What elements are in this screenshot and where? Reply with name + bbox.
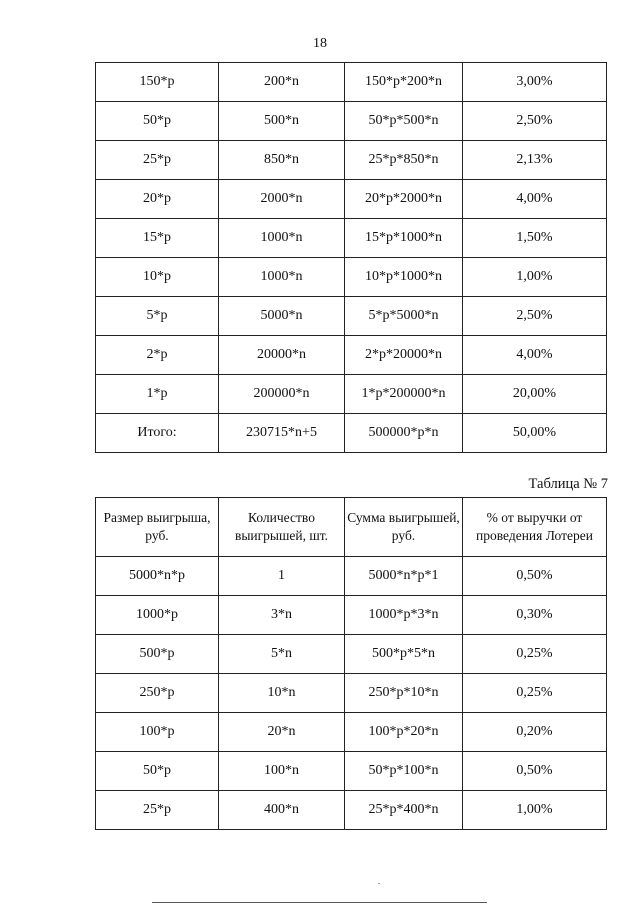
prize-count-cell: 200000*n bbox=[219, 375, 345, 414]
table-row bbox=[96, 375, 607, 414]
prize-count-cell: 1 bbox=[219, 557, 345, 596]
prize-count-cell: 2000*n bbox=[219, 180, 345, 219]
table-caption: Таблица № 7 bbox=[528, 476, 608, 492]
revenue-percent-cell: 2,50% bbox=[463, 297, 607, 336]
prize-count-cell: 20*n bbox=[219, 713, 345, 752]
prize-sum-cell: 500000*p*n bbox=[345, 414, 463, 453]
revenue-percent-cell: 0,25% bbox=[463, 674, 607, 713]
prize-sum-cell: 10*p*1000*n bbox=[345, 258, 463, 297]
page-number: 18 bbox=[313, 36, 327, 51]
prize-sum-cell: 50*p*100*n bbox=[345, 752, 463, 791]
header-revenue-percent: % от выручки от проведения Лотереи bbox=[463, 498, 607, 557]
table-row bbox=[96, 297, 607, 336]
prize-sum-cell: 25*p*400*n bbox=[345, 791, 463, 830]
revenue-percent-cell: 1,00% bbox=[463, 258, 607, 297]
prize-count-cell: 1000*n bbox=[219, 258, 345, 297]
prize-size-cell: 15*p bbox=[96, 219, 219, 258]
prize-size-cell: 5*p bbox=[96, 297, 219, 336]
scan-edge-line bbox=[152, 902, 487, 903]
prize-size-cell: 50*p bbox=[96, 752, 219, 791]
table-row bbox=[96, 713, 607, 752]
prize-size-cell: 1*p bbox=[96, 375, 219, 414]
table-row bbox=[96, 258, 607, 297]
prize-sum-cell: 50*p*500*n bbox=[345, 102, 463, 141]
revenue-percent-cell: 0,50% bbox=[463, 752, 607, 791]
table-row bbox=[96, 102, 607, 141]
prize-count-cell: 10*n bbox=[219, 674, 345, 713]
prize-size-cell: 500*p bbox=[96, 635, 219, 674]
prize-size-cell: 150*p bbox=[96, 63, 219, 102]
revenue-percent-cell: 4,00% bbox=[463, 336, 607, 375]
prize-count-cell: 400*n bbox=[219, 791, 345, 830]
header-prize-size: Размер выигрыша, руб. bbox=[96, 498, 219, 557]
revenue-percent-cell: 2,13% bbox=[463, 141, 607, 180]
prize-sum-cell: 1000*p*3*n bbox=[345, 596, 463, 635]
header-prize-count: Количество выигрышей, шт. bbox=[219, 498, 345, 557]
table-row bbox=[96, 752, 607, 791]
revenue-percent-cell: 4,00% bbox=[463, 180, 607, 219]
prize-count-cell: 200*n bbox=[219, 63, 345, 102]
revenue-percent-cell: 0,30% bbox=[463, 596, 607, 635]
prize-count-cell: 20000*n bbox=[219, 336, 345, 375]
prize-count-cell: 230715*n+5 bbox=[219, 414, 345, 453]
revenue-percent-cell: 2,50% bbox=[463, 102, 607, 141]
prize-size-cell: 1000*p bbox=[96, 596, 219, 635]
table-row bbox=[96, 674, 607, 713]
prize-size-cell: 10*p bbox=[96, 258, 219, 297]
prize-table-body bbox=[96, 63, 607, 453]
prize-sum-cell: 15*p*1000*n bbox=[345, 219, 463, 258]
revenue-percent-cell: 50,00% bbox=[463, 414, 607, 453]
revenue-percent-cell: 3,00% bbox=[463, 63, 607, 102]
scan-speck bbox=[378, 883, 380, 884]
prize-sum-cell: 2*p*20000*n bbox=[345, 336, 463, 375]
prize-size-cell: 100*p bbox=[96, 713, 219, 752]
prize-size-cell: 5000*n*p bbox=[96, 557, 219, 596]
prize-sum-cell: 5*p*5000*n bbox=[345, 297, 463, 336]
prize-sum-cell: 500*p*5*n bbox=[345, 635, 463, 674]
header-prize-sum: Сумма выигрышей, руб. bbox=[345, 498, 463, 557]
prize-count-cell: 850*n bbox=[219, 141, 345, 180]
prize-table-7 bbox=[95, 497, 607, 830]
table-row bbox=[96, 596, 607, 635]
prize-count-cell: 5000*n bbox=[219, 297, 345, 336]
prize-count-cell: 100*n bbox=[219, 752, 345, 791]
table-row bbox=[96, 180, 607, 219]
revenue-percent-cell: 1,00% bbox=[463, 791, 607, 830]
prize-sum-cell: 20*p*2000*n bbox=[345, 180, 463, 219]
table-row bbox=[96, 141, 607, 180]
table-row bbox=[96, 63, 607, 102]
prize-sum-cell: 5000*n*p*1 bbox=[345, 557, 463, 596]
prize-sum-cell: 1*p*200000*n bbox=[345, 375, 463, 414]
prize-size-cell: 250*p bbox=[96, 674, 219, 713]
table-row bbox=[96, 414, 607, 453]
prize-sum-cell: 250*p*10*n bbox=[345, 674, 463, 713]
prize-sum-cell: 25*p*850*n bbox=[345, 141, 463, 180]
table-row bbox=[96, 557, 607, 596]
prize-size-cell: 2*p bbox=[96, 336, 219, 375]
prize-size-cell: 25*p bbox=[96, 791, 219, 830]
revenue-percent-cell: 0,20% bbox=[463, 713, 607, 752]
prize-count-cell: 1000*n bbox=[219, 219, 345, 258]
prize-count-cell: 5*n bbox=[219, 635, 345, 674]
prize-count-cell: 500*n bbox=[219, 102, 345, 141]
prize-size-cell: 50*p bbox=[96, 102, 219, 141]
revenue-percent-cell: 0,25% bbox=[463, 635, 607, 674]
prize-count-cell: 3*n bbox=[219, 596, 345, 635]
revenue-percent-cell: 0,50% bbox=[463, 557, 607, 596]
table-row bbox=[96, 791, 607, 830]
prize-table-7-body bbox=[96, 498, 607, 830]
table-row bbox=[96, 635, 607, 674]
revenue-percent-cell: 20,00% bbox=[463, 375, 607, 414]
table-row bbox=[96, 219, 607, 258]
revenue-percent-cell: 1,50% bbox=[463, 219, 607, 258]
prize-table-continued bbox=[95, 62, 607, 453]
table-header-row bbox=[96, 498, 607, 557]
table-row bbox=[96, 336, 607, 375]
prize-size-cell: 20*p bbox=[96, 180, 219, 219]
prize-sum-cell: 100*p*20*n bbox=[345, 713, 463, 752]
prize-size-cell: 25*p bbox=[96, 141, 219, 180]
prize-sum-cell: 150*p*200*n bbox=[345, 63, 463, 102]
prize-size-cell: Итого: bbox=[96, 414, 219, 453]
